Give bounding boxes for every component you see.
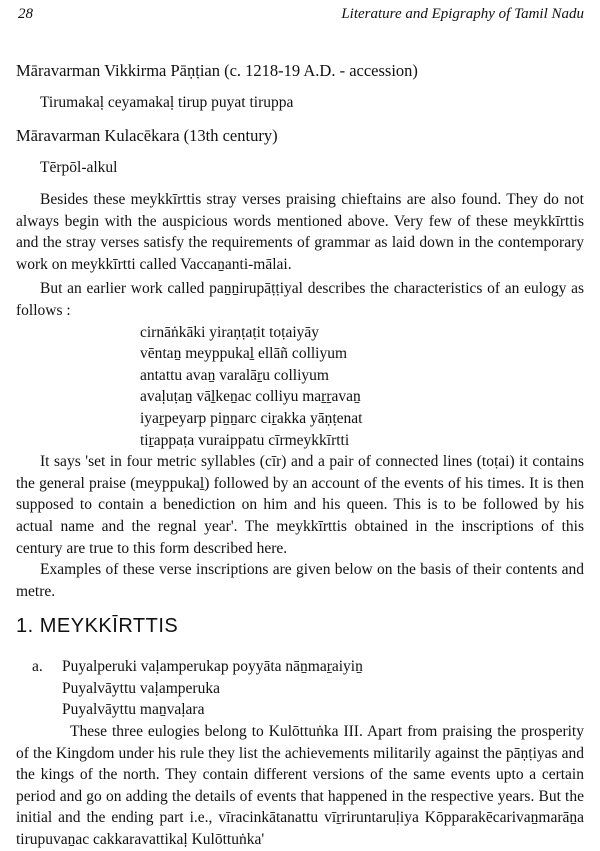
page-header — [16, 4, 584, 28]
verse-line: avaḷuṭaṉ vāḻkeṉac colliyu maṟṟavaṉ — [140, 388, 361, 406]
verse-line: tiṟappaṭa vuraippatu cīrmeykkīrtti — [140, 431, 350, 449]
paragraph-pannirupattiyal: But an earlier work called paṉṉirupāṭṭiyal describes the characteristics of an eulogy as follows : — [16, 280, 584, 319]
section-heading: 1. MEYKKĪRTTIS — [16, 615, 179, 638]
paragraph-explanation: It says 'set in four metric syllables (cīr) and a pair of connected lines (toṭai) it contains the general praise (meyppukaḻ) followed by an account of the events of his times. It is then supposed to contain a benediction on him and his queen. This is to be followed by his actual name and the regnal year'. The meykkīrttis obtained in the inscriptions of this century are true to this form described here. — [16, 453, 584, 557]
item-sub-line: Puyalvāyttu maṉvaḷara — [62, 701, 205, 719]
list-item-a — [16, 656, 584, 678]
verse-block — [16, 322, 584, 452]
page-number: 28 — [18, 6, 33, 22]
incipit-line-1: Tirumakaḷ ceyamakaḷ tirup puyat tiruppa — [40, 94, 294, 111]
subheading-vikkirma: Māravarman Vikkirma Pāṇṭian (c. 1218-19 A.D. - accession) — [16, 61, 418, 80]
verse-line: vēntaṉ meyppukaḻ ellāñ colliyum — [140, 345, 348, 363]
book-page — [16, 4, 584, 851]
paragraph-stray-verses: Besides these meykkīrttis stray verses praising chieftains are also found. They do not always begin with the auspicious words mentioned above. Very few of these meykkīrttis and the stray verses satisfy the requirements of grammar as laid down in the contemporary work on meykkīrtti called Vaccaṉanti-mālai. — [16, 191, 584, 273]
incipit-line-2: Tērpōl-alkul — [40, 159, 118, 176]
paragraph-examples: Examples of these verse inscriptions are given below on the basis of their contents and metre. — [16, 561, 584, 600]
running-title: Literature and Epigraphy of Tamil Nadu — [341, 6, 584, 22]
subheading-kulacekara: Māravarman Kulacēkara (13th century) — [16, 126, 278, 145]
verse-line: cirnāṅkāki yiraṇṭaṭit toṭaiyāy — [140, 323, 320, 341]
item-sub-line: Puyalvāyttu vaḷamperuka — [62, 679, 220, 697]
verse-line: iyaṟpeyarp piṉṉarc ciṟakka yāṇṭenat — [140, 409, 363, 427]
item-sub-lines — [16, 678, 584, 721]
item-title: Puyalperuki vaḷamperukap poyyāta nāṉmaṟaiyiṉ — [62, 658, 363, 676]
verse-line: antattu avaṉ varalāṟu colliyum — [140, 366, 329, 384]
item-description: These three eulogies belong to Kulōttuṅka III. Apart from praising the prosperity of the Kingdom under his rule they list the achievements militarily against the pāṇṭiyas and the kings of the north. They contain different versions of the same events upto a certain period and go on adding the details of events that happened in the respective years. But the initial and the ending part i.e., vīracinkātanattu vīṟriruntaruḷiya Kōpparakēcarivaṉmarāṉa tirupuvaṉac cakkaravattikaḷ Kulōttuṅka' — [16, 723, 584, 849]
item-label: a. — [32, 658, 43, 676]
